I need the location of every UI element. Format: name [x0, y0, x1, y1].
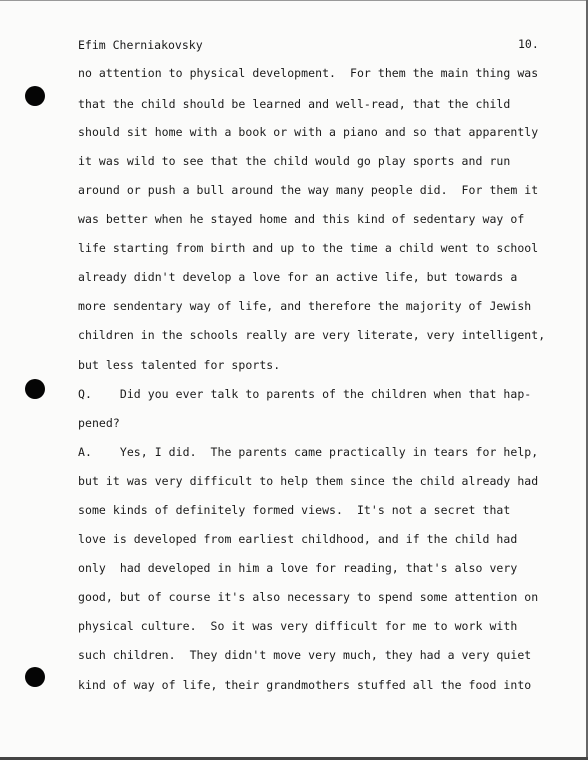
text-line: but it was very difficult to help them since the child already had	[78, 474, 539, 488]
text-line: physical culture. So it was very difficult for me to work with	[78, 619, 518, 633]
text-line: should sit home with a book or with a piano and so that apparently	[78, 125, 539, 139]
binder-hole-top	[25, 86, 45, 106]
header-interviewee-name: Efim Cherniakovsky	[78, 38, 203, 52]
text-line: good, but of course it's also necessary to spend some attention on	[78, 590, 539, 604]
text-line: was better when he stayed home and this kind of sedentary way of	[78, 212, 525, 226]
text-line: love is developed from earliest childhood, and if the child had	[78, 532, 518, 546]
binder-hole-middle	[25, 379, 45, 399]
page-number: 10.	[518, 37, 539, 51]
page-top-edge	[0, 0, 588, 1]
text-line: more sendentary way of life, and therefore the majority of Jewish	[78, 299, 532, 313]
text-line: already didn't develop a love for an active life, but towards a	[78, 270, 518, 284]
answer-line: A. Yes, I did. The parents came practically in tears for help,	[78, 445, 539, 459]
text-line: such children. They didn't move very much, they had a very quiet	[78, 648, 532, 662]
text-line: pened?	[78, 416, 120, 430]
text-line: it was wild to see that the child would go play sports and run	[78, 154, 511, 168]
text-line: only had developed in him a love for reading, that's also very	[78, 561, 518, 575]
text-line: kind of way of life, their grandmothers stuffed all the food into	[78, 678, 532, 692]
question-line: Q. Did you ever talk to parents of the children when that hap-	[78, 387, 532, 401]
text-line: around or push a bull around the way many people did. For them it	[78, 183, 539, 197]
text-line: some kinds of definitely formed views. It's not a secret that	[78, 503, 511, 517]
text-line: children in the schools really are very literate, very intelligent,	[78, 328, 546, 342]
text-line: but less talented for sports.	[78, 358, 281, 372]
binder-hole-bottom	[25, 667, 45, 687]
text-line: that the child should be learned and well-read, that the child	[78, 97, 511, 111]
text-line: life starting from birth and up to the time a child went to school	[78, 241, 539, 255]
text-line: no attention to physical development. For them the main thing was	[78, 66, 539, 80]
